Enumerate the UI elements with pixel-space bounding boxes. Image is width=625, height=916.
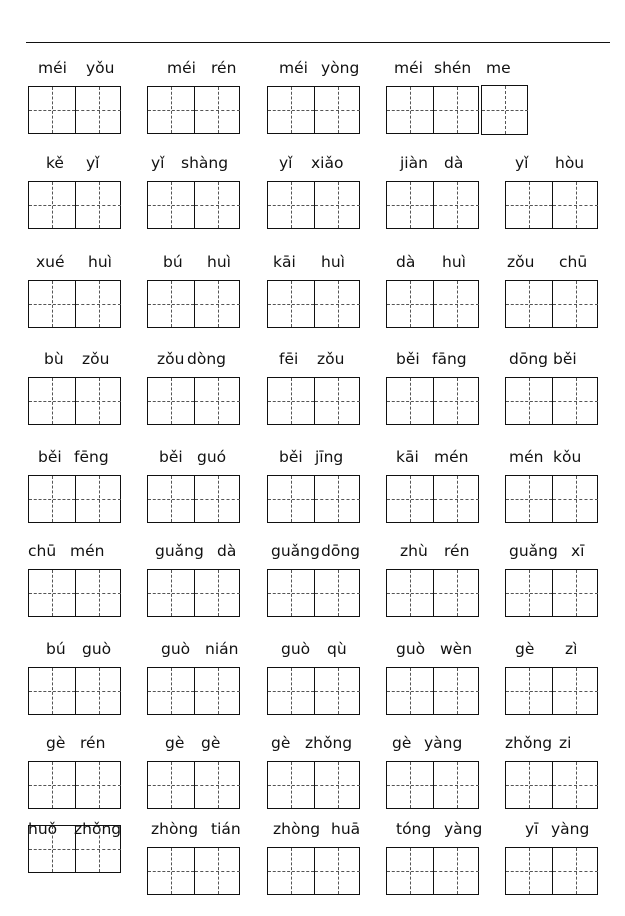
- writing-grid[interactable]: [147, 847, 240, 895]
- pinyin-line: [147, 153, 267, 177]
- pinyin-line: [28, 639, 148, 663]
- pinyin-syllable: guǎng: [155, 542, 204, 560]
- pinyin-line: [147, 447, 267, 471]
- pinyin-syllable: hòu: [555, 154, 585, 172]
- pinyin-syllable: huì: [88, 253, 112, 271]
- pinyin-syllable: nián: [205, 640, 239, 658]
- tian-zi-square[interactable]: [433, 848, 479, 894]
- tian-zi-square[interactable]: [314, 87, 360, 133]
- writing-grid[interactable]: [147, 667, 240, 715]
- pinyin-syllable: yǒu: [86, 59, 115, 77]
- tian-zi-square[interactable]: [148, 378, 194, 424]
- pinyin-syllable: dà: [396, 253, 416, 271]
- tian-zi-square[interactable]: [194, 378, 240, 424]
- pinyin-line: [147, 58, 267, 82]
- writing-grid[interactable]: [28, 667, 121, 715]
- pinyin-syllable: qù: [327, 640, 347, 658]
- pinyin-syllable: guǎng: [271, 542, 320, 560]
- tian-zi-square[interactable]: [506, 762, 552, 808]
- pinyin-line: [28, 153, 148, 177]
- pinyin-syllable: huǒ: [28, 820, 58, 838]
- tian-zi-square[interactable]: [482, 86, 528, 134]
- pinyin-line: [147, 349, 267, 373]
- writing-grid[interactable]: [386, 569, 479, 617]
- writing-grid[interactable]: [28, 181, 121, 229]
- tian-zi-square[interactable]: [433, 378, 479, 424]
- writing-grid[interactable]: [505, 280, 598, 328]
- pinyin-syllable: kāi: [273, 253, 296, 271]
- tian-zi-square[interactable]: [148, 762, 194, 808]
- pinyin-line: [505, 252, 625, 276]
- tian-zi-square[interactable]: [194, 87, 240, 133]
- writing-grid[interactable]: [267, 667, 360, 715]
- pinyin-syllable: zǒu: [507, 253, 535, 271]
- tian-zi-square[interactable]: [506, 476, 552, 522]
- pinyin-line: [267, 733, 387, 757]
- pinyin-syllable: bú: [46, 640, 66, 658]
- writing-grid[interactable]: [267, 847, 360, 895]
- tian-zi-square[interactable]: [148, 570, 194, 616]
- pinyin-syllable: gè: [165, 734, 185, 752]
- pinyin-syllable: rén: [444, 542, 470, 560]
- pinyin-syllable: yǐ: [279, 154, 293, 172]
- tian-zi-square[interactable]: [194, 476, 240, 522]
- tian-zi-square[interactable]: [194, 281, 240, 327]
- pinyin-syllable: huì: [442, 253, 466, 271]
- tian-zi-square[interactable]: [75, 570, 121, 616]
- pinyin-syllable: guò: [161, 640, 191, 658]
- pinyin-syllable: běi: [396, 350, 420, 368]
- pinyin-line: [386, 58, 511, 82]
- writing-grid[interactable]: [147, 377, 240, 425]
- pinyin-line: [28, 733, 148, 757]
- writing-grid[interactable]: [147, 86, 240, 134]
- pinyin-syllable: yàng: [551, 820, 590, 838]
- pinyin-syllable: méi: [38, 59, 67, 77]
- writing-grid[interactable]: [28, 569, 121, 617]
- pinyin-syllable: fēi: [279, 350, 299, 368]
- tian-zi-square[interactable]: [552, 570, 598, 616]
- tian-zi-square[interactable]: [194, 762, 240, 808]
- writing-grid[interactable]: [28, 86, 121, 134]
- tian-zi-square[interactable]: [506, 668, 552, 714]
- tian-zi-square[interactable]: [75, 476, 121, 522]
- pinyin-line: [267, 639, 387, 663]
- pinyin-syllable: gè: [515, 640, 535, 658]
- pinyin-line: [267, 819, 387, 843]
- pinyin-syllable: dà: [444, 154, 464, 172]
- tian-zi-square[interactable]: [387, 848, 433, 894]
- tian-zi-square[interactable]: [433, 87, 479, 133]
- pinyin-line: [386, 252, 506, 276]
- pinyin-syllable: fāng: [432, 350, 467, 368]
- tian-zi-square[interactable]: [387, 668, 433, 714]
- pinyin-syllable: yàng: [424, 734, 463, 752]
- pinyin-syllable: tóng: [396, 820, 432, 838]
- pinyin-line: [386, 639, 506, 663]
- tian-zi-square[interactable]: [552, 476, 598, 522]
- pinyin-syllable: yàng: [444, 820, 483, 838]
- tian-zi-square[interactable]: [29, 378, 75, 424]
- pinyin-syllable: yǐ: [86, 154, 100, 172]
- pinyin-syllable: yòng: [321, 59, 360, 77]
- tian-zi-square[interactable]: [433, 668, 479, 714]
- pinyin-syllable: méi: [167, 59, 196, 77]
- tian-zi-square[interactable]: [387, 182, 433, 228]
- pinyin-syllable: dòng: [187, 350, 226, 368]
- pinyin-line: [28, 447, 148, 471]
- writing-grid[interactable]: [147, 761, 240, 809]
- tian-zi-square[interactable]: [268, 668, 314, 714]
- pinyin-syllable: dōng: [321, 542, 360, 560]
- tian-zi-square[interactable]: [75, 281, 121, 327]
- tian-zi-square[interactable]: [29, 762, 75, 808]
- tian-zi-square[interactable]: [268, 762, 314, 808]
- pinyin-line: [267, 541, 387, 565]
- writing-grid[interactable]: [386, 377, 479, 425]
- writing-grid[interactable]: [28, 825, 121, 873]
- tian-zi-square[interactable]: [75, 668, 121, 714]
- writing-grid[interactable]: [386, 181, 479, 229]
- tian-zi-square[interactable]: [552, 668, 598, 714]
- pinyin-syllable: jīng: [315, 448, 344, 466]
- tian-zi-square[interactable]: [29, 476, 75, 522]
- writing-grid[interactable]: [28, 761, 121, 809]
- writing-grid[interactable]: [267, 280, 360, 328]
- pinyin-syllable: gè: [392, 734, 412, 752]
- pinyin-syllable: yī: [525, 820, 539, 838]
- writing-grid[interactable]: [267, 86, 360, 134]
- pinyin-line: [505, 349, 625, 373]
- pinyin-syllable: yǐ: [151, 154, 165, 172]
- tian-zi-square[interactable]: [552, 848, 598, 894]
- pinyin-syllable: zhòng: [273, 820, 321, 838]
- writing-grid[interactable]: [267, 181, 360, 229]
- tian-zi-square[interactable]: [75, 87, 121, 133]
- pinyin-syllable: kǒu: [553, 448, 582, 466]
- tian-zi-square[interactable]: [506, 848, 552, 894]
- tian-zi-square[interactable]: [148, 182, 194, 228]
- writing-grid[interactable]: [28, 377, 121, 425]
- pinyin-syllable: guò: [281, 640, 311, 658]
- tian-zi-square[interactable]: [194, 668, 240, 714]
- tian-zi-square[interactable]: [29, 668, 75, 714]
- pinyin-syllable: huā: [331, 820, 361, 838]
- tian-zi-square[interactable]: [506, 182, 552, 228]
- tian-zi-square[interactable]: [314, 848, 360, 894]
- tian-zi-square[interactable]: [433, 281, 479, 327]
- pinyin-syllable: jiàn: [400, 154, 428, 172]
- tian-zi-square[interactable]: [75, 826, 121, 872]
- tian-zi-square[interactable]: [387, 476, 433, 522]
- pinyin-syllable: zǒu: [157, 350, 185, 368]
- pinyin-syllable: rén: [80, 734, 106, 752]
- writing-grid[interactable]: [505, 181, 598, 229]
- pinyin-syllable: xiǎo: [311, 154, 344, 172]
- writing-grid[interactable]: [267, 377, 360, 425]
- pinyin-syllable: běi: [159, 448, 183, 466]
- writing-grid[interactable]: [147, 181, 240, 229]
- tian-zi-square[interactable]: [268, 570, 314, 616]
- pinyin-syllable: tián: [211, 820, 241, 838]
- pinyin-line: [386, 153, 506, 177]
- tian-zi-square[interactable]: [268, 182, 314, 228]
- pinyin-syllable: shàng: [181, 154, 229, 172]
- tian-zi-square[interactable]: [29, 87, 75, 133]
- writing-grid[interactable]: [147, 280, 240, 328]
- pinyin-syllable: zhǒng: [505, 734, 553, 752]
- tian-zi-square[interactable]: [314, 570, 360, 616]
- pinyin-line: [28, 541, 148, 565]
- tian-zi-square[interactable]: [506, 281, 552, 327]
- tian-zi-square[interactable]: [148, 476, 194, 522]
- tian-zi-square[interactable]: [148, 281, 194, 327]
- writing-grid[interactable]: [386, 761, 479, 809]
- pinyin-syllable: yǐ: [515, 154, 529, 172]
- writing-grid[interactable]: [147, 569, 240, 617]
- writing-grid[interactable]: [386, 280, 479, 328]
- pinyin-syllable: běi: [553, 350, 577, 368]
- pinyin-syllable: chū: [28, 542, 57, 560]
- tian-zi-square[interactable]: [314, 476, 360, 522]
- pinyin-syllable: kě: [46, 154, 64, 172]
- pinyin-line: [28, 252, 148, 276]
- pinyin-line: [28, 58, 148, 82]
- pinyin-syllable: dōng: [509, 350, 548, 368]
- pinyin-syllable: kāi: [396, 448, 419, 466]
- pinyin-syllable: xī: [571, 542, 585, 560]
- tian-zi-square[interactable]: [268, 476, 314, 522]
- tian-zi-square[interactable]: [194, 182, 240, 228]
- pinyin-syllable: gè: [201, 734, 221, 752]
- pinyin-line: [267, 447, 387, 471]
- writing-grid[interactable]: [386, 475, 479, 523]
- pinyin-line: [386, 541, 506, 565]
- tian-zi-square[interactable]: [506, 378, 552, 424]
- pinyin-line: [267, 153, 387, 177]
- tian-zi-square[interactable]: [29, 281, 75, 327]
- tian-zi-square[interactable]: [314, 668, 360, 714]
- pinyin-syllable: mén: [434, 448, 469, 466]
- tian-zi-square[interactable]: [433, 182, 479, 228]
- pinyin-syllable: fēng: [74, 448, 109, 466]
- tian-zi-square[interactable]: [75, 182, 121, 228]
- tian-zi-square[interactable]: [387, 762, 433, 808]
- tian-zi-square[interactable]: [194, 848, 240, 894]
- pinyin-syllable: zì: [565, 640, 578, 658]
- tian-zi-square[interactable]: [433, 762, 479, 808]
- pinyin-syllable: guò: [82, 640, 112, 658]
- pinyin-syllable: méi: [279, 59, 308, 77]
- tian-zi-square[interactable]: [194, 570, 240, 616]
- pinyin-line: [28, 349, 148, 373]
- pinyin-syllable: guó: [197, 448, 227, 466]
- pinyin-syllable: zǒu: [82, 350, 110, 368]
- writing-grid[interactable]: [505, 761, 598, 809]
- pinyin-syllable: guǎng: [509, 542, 558, 560]
- pinyin-line: [505, 153, 625, 177]
- pinyin-syllable: gè: [46, 734, 66, 752]
- writing-grid[interactable]: [267, 761, 360, 809]
- pinyin-syllable: mén: [509, 448, 544, 466]
- tian-zi-square[interactable]: [268, 848, 314, 894]
- pinyin-syllable: chū: [559, 253, 588, 271]
- writing-grid[interactable]: [28, 475, 121, 523]
- writing-grid[interactable]: [28, 280, 121, 328]
- pinyin-syllable: dà: [217, 542, 237, 560]
- writing-grid[interactable]: [386, 86, 479, 134]
- pinyin-syllable: zhòng: [151, 820, 199, 838]
- pinyin-syllable: huì: [321, 253, 345, 271]
- pinyin-line: [505, 819, 625, 843]
- tian-zi-square[interactable]: [387, 281, 433, 327]
- pinyin-line: [386, 349, 506, 373]
- tian-zi-square[interactable]: [433, 570, 479, 616]
- pinyin-line: [505, 733, 625, 757]
- tian-zi-square[interactable]: [387, 570, 433, 616]
- pinyin-syllable: gè: [271, 734, 291, 752]
- tian-zi-square[interactable]: [314, 378, 360, 424]
- pinyin-line: [147, 541, 267, 565]
- tian-zi-square[interactable]: [387, 378, 433, 424]
- tian-zi-square[interactable]: [314, 281, 360, 327]
- pinyin-line: [147, 639, 267, 663]
- tian-zi-square[interactable]: [506, 570, 552, 616]
- pinyin-syllable: zhǒng: [74, 820, 122, 838]
- pinyin-syllable: méi: [394, 59, 423, 77]
- pinyin-line: [267, 252, 387, 276]
- tian-zi-square[interactable]: [268, 378, 314, 424]
- pinyin-line: [267, 349, 387, 373]
- tian-zi-square[interactable]: [29, 182, 75, 228]
- writing-grid[interactable]: [386, 667, 479, 715]
- pinyin-line: [386, 447, 506, 471]
- pinyin-syllable: běi: [279, 448, 303, 466]
- pinyin-syllable: rén: [211, 59, 237, 77]
- writing-grid[interactable]: [267, 475, 360, 523]
- writing-grid[interactable]: [505, 475, 598, 523]
- pinyin-syllable: bù: [44, 350, 64, 368]
- pinyin-line: [505, 447, 625, 471]
- pinyin-syllable: huì: [207, 253, 231, 271]
- pinyin-syllable: me: [486, 59, 511, 77]
- tian-zi-square[interactable]: [148, 87, 194, 133]
- pinyin-line: [267, 58, 387, 82]
- pinyin-line: [147, 733, 267, 757]
- pinyin-syllable: bú: [163, 253, 183, 271]
- writing-grid[interactable]: [505, 667, 598, 715]
- pinyin-syllable: shén: [434, 59, 472, 77]
- pinyin-syllable: zǒu: [317, 350, 345, 368]
- tian-zi-square[interactable]: [75, 762, 121, 808]
- tian-zi-square[interactable]: [552, 378, 598, 424]
- writing-grid[interactable]: [481, 85, 528, 135]
- tian-zi-square[interactable]: [433, 476, 479, 522]
- writing-grid[interactable]: [386, 847, 479, 895]
- tian-zi-square[interactable]: [29, 826, 75, 872]
- writing-grid[interactable]: [267, 569, 360, 617]
- tian-zi-square[interactable]: [148, 668, 194, 714]
- pinyin-line: [505, 541, 625, 565]
- pinyin-line: [386, 733, 506, 757]
- tian-zi-square[interactable]: [75, 378, 121, 424]
- pinyin-syllable: xué: [36, 253, 65, 271]
- tian-zi-square[interactable]: [268, 87, 314, 133]
- pinyin-syllable: zhǒng: [305, 734, 353, 752]
- writing-grid[interactable]: [147, 475, 240, 523]
- writing-grid[interactable]: [505, 569, 598, 617]
- tian-zi-square[interactable]: [268, 281, 314, 327]
- tian-zi-square[interactable]: [314, 182, 360, 228]
- pinyin-syllable: zhù: [400, 542, 428, 560]
- pinyin-line: [386, 819, 506, 843]
- pinyin-line: [505, 639, 625, 663]
- pinyin-line: [147, 252, 267, 276]
- tian-zi-square[interactable]: [552, 182, 598, 228]
- tian-zi-square[interactable]: [387, 87, 433, 133]
- writing-grid[interactable]: [505, 377, 598, 425]
- tian-zi-square[interactable]: [148, 848, 194, 894]
- tian-zi-square[interactable]: [29, 570, 75, 616]
- tian-zi-square[interactable]: [552, 762, 598, 808]
- tian-zi-square[interactable]: [314, 762, 360, 808]
- pinyin-syllable: guò: [396, 640, 426, 658]
- pinyin-syllable: mén: [70, 542, 105, 560]
- pinyin-line: [147, 819, 267, 843]
- pinyin-syllable: běi: [38, 448, 62, 466]
- pinyin-syllable: zi: [559, 734, 572, 752]
- tian-zi-square[interactable]: [552, 281, 598, 327]
- writing-grid[interactable]: [505, 847, 598, 895]
- pinyin-syllable: wèn: [440, 640, 473, 658]
